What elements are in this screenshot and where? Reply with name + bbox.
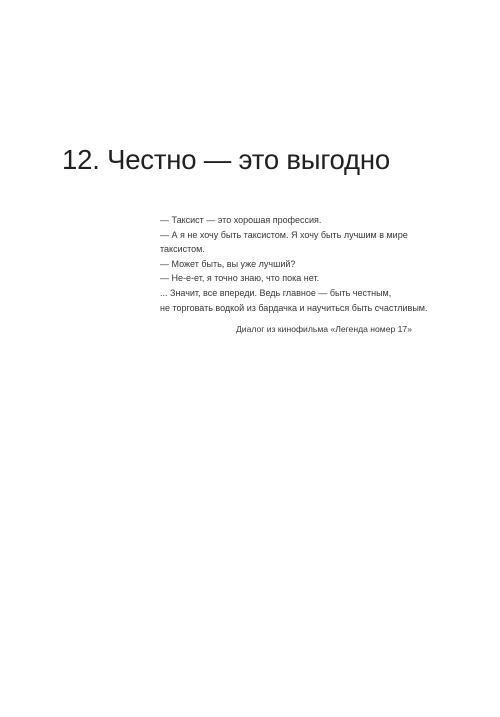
epigraph-line: — Таксист — это хорошая профессия.	[160, 215, 322, 225]
epigraph-source: Диалог из кинофильма «Легенда номер 17»	[235, 324, 412, 334]
epigraph	[160, 213, 428, 315]
epigraph-line: ... Значит, все впереди. Ведь главное — быть честным,	[160, 287, 392, 298]
epigraph-line: — А я не хочу быть таксистом. Я хочу быть лучшим в мире	[160, 229, 408, 240]
epigraph-line: таксистом.	[160, 244, 205, 255]
epigraph-line: — Не-е-ет, я точно знаю, что пока нет.	[160, 273, 320, 284]
chapter-title: 12. Честно — это выгодно	[62, 144, 390, 175]
epigraph-line: — Может быть, вы уже лучший?	[160, 258, 296, 269]
epigraph-line: не торговать водкой из бардачка и научиться быть счастливым.	[160, 302, 428, 313]
